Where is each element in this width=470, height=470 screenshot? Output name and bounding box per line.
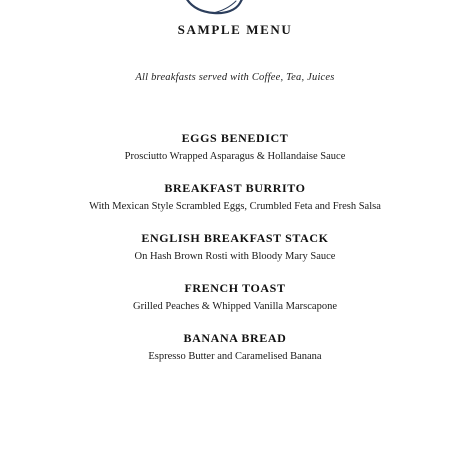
menu-item-name: BREAKFAST BURRITO xyxy=(164,181,306,195)
menu-item-name: ENGLISH BREAKFAST STACK xyxy=(141,231,329,245)
script-logo-icon xyxy=(0,0,470,20)
menu-item-description: With Mexican Style Scrambled Eggs, Crumbled Feta and Fresh Salsa xyxy=(89,201,381,212)
menu-item xyxy=(0,180,470,230)
menu-item xyxy=(0,130,470,180)
menu-item-description: Prosciutto Wrapped Asparagus & Hollandaise Sauce xyxy=(124,151,346,162)
menu-item-name: FRENCH TOAST xyxy=(184,281,286,295)
menu-item xyxy=(0,280,470,330)
menu-subtitle: All breakfasts served with Coffee, Tea, Juices xyxy=(135,72,335,83)
menu-item-name: EGGS BENEDICT xyxy=(181,131,289,145)
menu-item-description: Grilled Peaches & Whipped Vanilla Marscapone xyxy=(132,301,337,312)
menu-item-description: Espresso Butter and Caramelised Banana xyxy=(148,351,322,362)
menu-item xyxy=(0,330,470,380)
menu-item-description: On Hash Brown Rosti with Bloody Mary Sauce xyxy=(134,251,336,262)
menu-item-name: BANANA BREAD xyxy=(183,331,287,345)
menu-title: SAMPLE MENU xyxy=(177,22,293,37)
menu-item xyxy=(0,230,470,280)
menu-items-list xyxy=(0,130,470,380)
